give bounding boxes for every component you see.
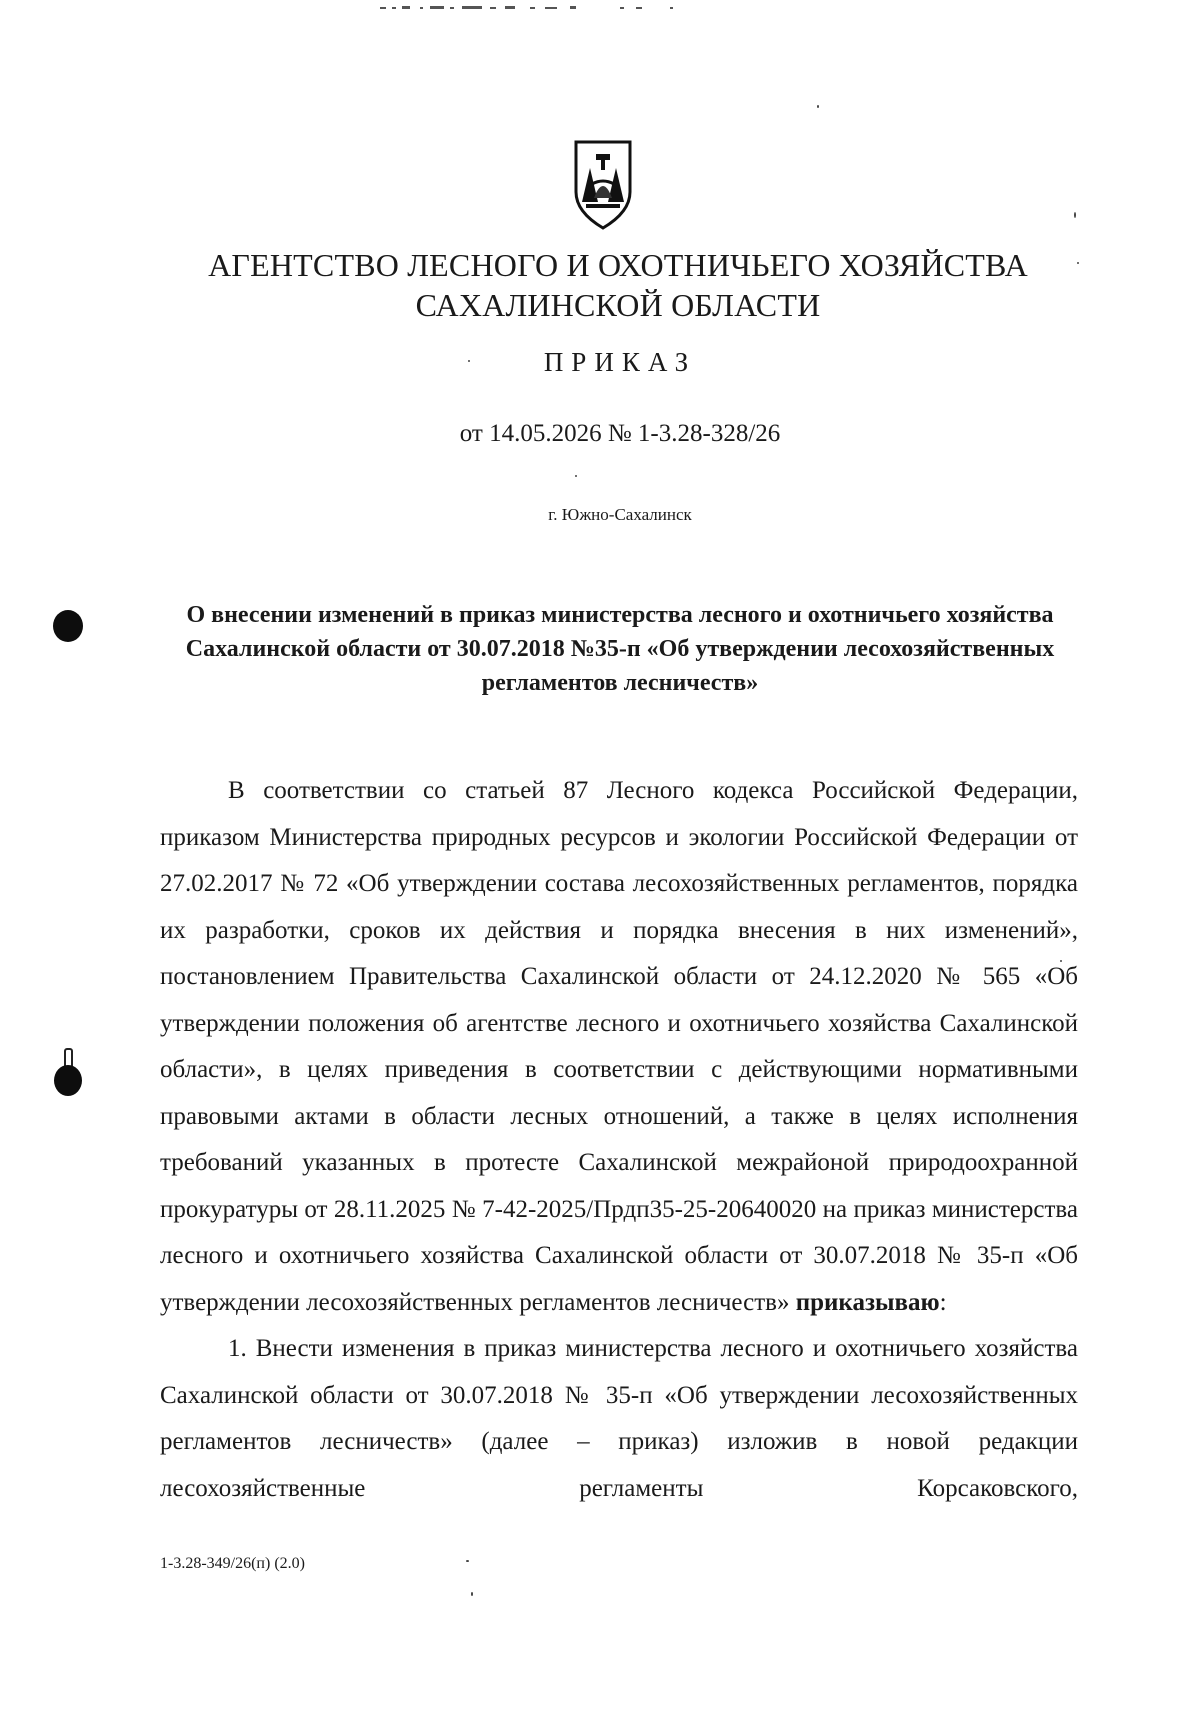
document-date-number: от 14.05.2026 № 1-3.28-328/26: [459, 420, 781, 447]
agency-name: [0, 245, 1200, 325]
body-paragraph-1: [160, 768, 1078, 1326]
document-code: 1-3.28-349/26(п) (2.0): [160, 1555, 305, 1572]
document-type: ПРИКАЗ: [543, 347, 697, 377]
punch-hole-icon: [54, 1065, 82, 1096]
scan-speck: [1074, 212, 1076, 218]
body-paragraph-1-text: В соответствии со статьей 87 Лесного кодекса Российской Федерации, приказом Министерства природных ресурсов и экологии Российской Федерации от 27.02.2017 № 72 «Об утверждении состава лесохозяйственных регламентов, порядка их разработки, сроков их действия и порядка внесения в них изменений», постановлением Правительства Сахалинской области от 24.12.2020 № 565 «Об утверждении положения об агентстве лесного и охотничьего хозяйства Сахалинской области», в целях приведения в соответствии с действующими нормативными правовыми актами в области лесных отношений, а также в целях исполнения требований указанных в протесте Сахалинской межрайоной природоохранной прокуратуры от 28.11.2025 № 7-42-2025/Прдп35-25-20640020 на приказ министерства лесного и охотничьего хозяйства Сахалинской области от 30.07.2018 № 35-п «Об утверждении лесохозяйственных регламентов лесничеств»: [160, 777, 1078, 1316]
scan-speck: [817, 105, 819, 108]
scan-speck: [468, 360, 470, 362]
scan-speck: [466, 1560, 469, 1562]
scan-speck: [1060, 960, 1062, 962]
scan-noise: [380, 3, 800, 13]
scan-speck: [471, 1592, 473, 1596]
agency-name-line1: АГЕНТСТВО ЛЕСНОГО И ОХОТНИЧЬЕГО ХОЗЯЙСТВА: [208, 247, 1028, 283]
body-paragraph-1-bold: приказываю: [795, 1288, 940, 1316]
body-paragraph-2: 1. Внести изменения в приказ министерства лесного и охотничьего хозяйства Сахалинской области от 30.07.2018 № 35-п «Об утверждении лесохозяйственных регламентов лесничеств» (далее – приказ) изложив в новой редакции лесохозяйственные регламенты Корсаковского,: [160, 1335, 1078, 1502]
punch-hole-icon: [53, 610, 83, 642]
scan-speck: [1077, 262, 1079, 264]
scan-speck: [575, 475, 577, 477]
agency-name-line2: САХАЛИНСКОЙ ОБЛАСТИ: [415, 287, 821, 323]
document-body: [160, 768, 1078, 1512]
coat-of-arms-icon: [572, 140, 634, 230]
body-paragraph-1-end: :: [939, 1288, 947, 1316]
document-city: г. Южно-Сахалинск: [548, 505, 692, 524]
document-subject: О внесении изменений в приказ министерства лесного и охотничьего хозяйства Сахалинской области от 30.07.2018 №35-п «Об утверждении лесохозяйственных регламентов лесничеств»: [185, 602, 1055, 696]
